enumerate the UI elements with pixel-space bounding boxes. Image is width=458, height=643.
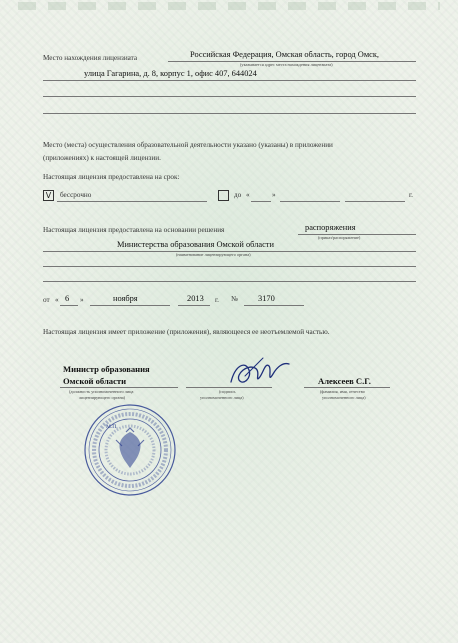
date-from-label: от bbox=[43, 296, 50, 304]
date-year: 2013 bbox=[187, 294, 204, 303]
license-number: 3170 bbox=[258, 294, 275, 303]
basis-decision-caption: (приказ/распоряжение) bbox=[318, 235, 361, 240]
until-label: до bbox=[234, 191, 242, 199]
date-month-underline bbox=[90, 305, 170, 306]
basis-label: Настоящая лицензия предоставлена на основании решения bbox=[43, 226, 225, 234]
signature-caption-2: уполномоченного лица) bbox=[200, 395, 244, 400]
indefinite-checkbox[interactable]: V bbox=[43, 190, 54, 201]
basis-authority: Министерства образования Омской области bbox=[117, 240, 274, 249]
indefinite-label: бессрочно bbox=[60, 191, 92, 199]
signer-position-caption-2: лицензирующего органа) bbox=[79, 395, 126, 400]
stamp-mp-label: М.П. bbox=[106, 424, 118, 430]
date-year-underline bbox=[178, 305, 210, 306]
signature-caption-1: (подпись bbox=[219, 389, 236, 394]
until-day-underline bbox=[251, 201, 271, 202]
until-year-underline bbox=[345, 201, 405, 202]
signer-name-caption-1: (фамилия, имя, отчество bbox=[320, 389, 365, 394]
address-label: Место нахождения лицензиата bbox=[43, 54, 138, 62]
handwritten-signature bbox=[225, 352, 295, 394]
address-caption: (указывается адрес места нахождения лицензиата) bbox=[240, 62, 333, 67]
until-checkbox[interactable] bbox=[218, 190, 229, 201]
basis-authority-caption: (наименование лицензирующего органа) bbox=[176, 252, 251, 257]
date-day: 6 bbox=[65, 294, 70, 303]
activity-place-line2: (приложениях) к настоящей лицензии. bbox=[43, 154, 161, 162]
signer-position-caption-1: (должность уполномоченного лица bbox=[69, 389, 134, 394]
date-quote-close: » bbox=[80, 296, 84, 304]
date-month: ноября bbox=[113, 294, 138, 303]
date-quote-open: « bbox=[55, 296, 59, 304]
activity-place-line1: Место (места) осуществления образовательной деятельности указано (указаны) в приложении bbox=[43, 141, 333, 149]
number-label: № bbox=[231, 295, 238, 303]
appendix-note: Настоящая лицензия имеет приложение (приложения), являющееся ее неотъемлемой частью. bbox=[43, 328, 330, 336]
number-underline bbox=[244, 305, 304, 306]
address-underline-2 bbox=[43, 80, 416, 81]
indefinite-underline bbox=[57, 201, 207, 202]
date-day-underline bbox=[60, 305, 78, 306]
address-underline-4 bbox=[43, 113, 416, 114]
basis-decision: распоряжения bbox=[305, 223, 356, 232]
date-year-suffix: г. bbox=[215, 296, 219, 304]
signer-position-underline bbox=[60, 387, 178, 388]
until-quote-close: » bbox=[272, 191, 276, 199]
address-value-line2: улица Гагарина, д. 8, корпус 1, офис 407, 644024 bbox=[84, 69, 257, 78]
basis-underline-2 bbox=[43, 266, 416, 267]
signer-name: Алексеев С.Г. bbox=[318, 376, 371, 386]
term-label: Настоящая лицензия предоставлена на срок: bbox=[43, 173, 180, 181]
official-seal-stamp bbox=[82, 402, 178, 498]
address-value-line1: Российская Федерация, Омская область, город Омск, bbox=[190, 50, 379, 59]
until-month-underline bbox=[280, 201, 340, 202]
signer-name-underline bbox=[304, 387, 390, 388]
until-quote-open: « bbox=[246, 191, 250, 199]
signer-position-line2: Омской области bbox=[63, 376, 127, 386]
decorative-border bbox=[18, 2, 440, 10]
signer-name-caption-2: уполномоченного лица) bbox=[322, 395, 366, 400]
basis-underline-3 bbox=[43, 281, 416, 282]
address-underline-3 bbox=[43, 96, 416, 97]
signer-position-line1: Министр образования bbox=[63, 364, 150, 374]
until-year-suffix: г. bbox=[409, 191, 413, 199]
